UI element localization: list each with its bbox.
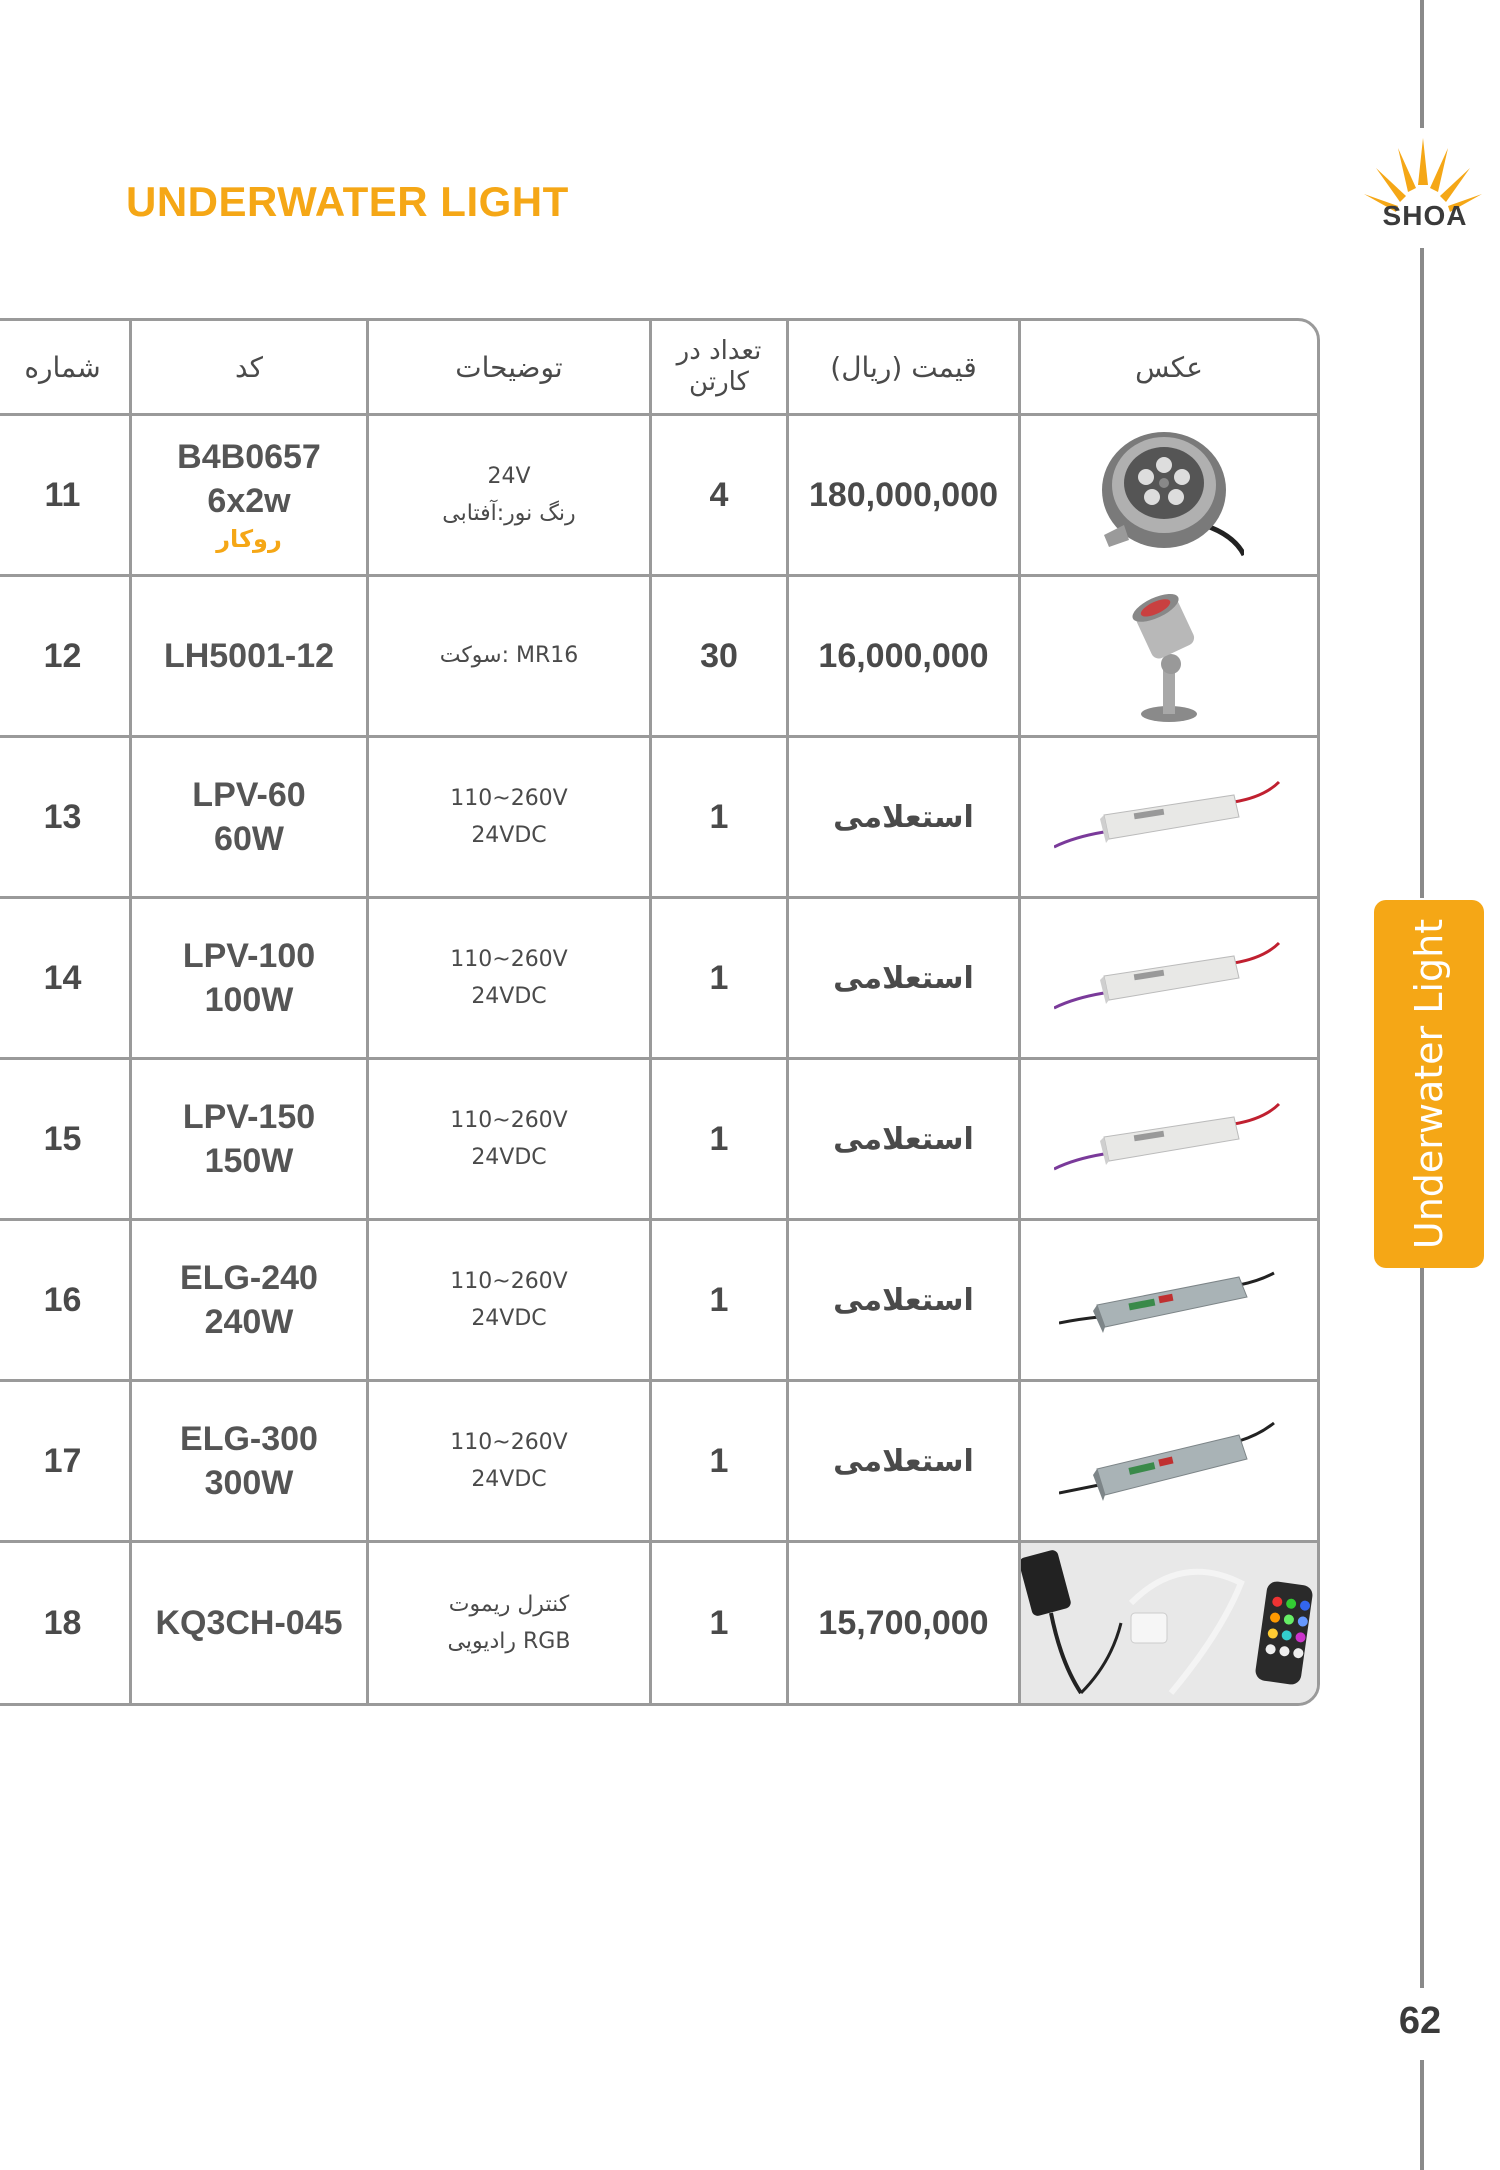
desc-line2: 24VDC: [471, 1467, 547, 1492]
row-code: [131, 898, 368, 1059]
desc-line2: 24VDC: [471, 1306, 547, 1331]
header-description: توضیحات: [368, 321, 651, 415]
row-quantity: 1: [651, 1059, 788, 1220]
row-image: [1020, 1381, 1318, 1542]
row-image: [1020, 898, 1318, 1059]
desc-line2: 24VDC: [471, 823, 547, 848]
section-tab-label: Underwater Light: [1407, 918, 1451, 1250]
margin-line-top: [1420, 0, 1424, 128]
row-description: [368, 1542, 651, 1704]
code-line2: 240W: [204, 1303, 294, 1341]
row-description: [368, 415, 651, 576]
row-number: 13: [0, 737, 131, 898]
table-header-row: [0, 321, 1317, 415]
table-row: [0, 576, 1317, 737]
header-number: شماره: [0, 321, 131, 415]
row-number: 12: [0, 576, 131, 737]
rgb-remote-kit-icon: [1021, 1543, 1320, 1703]
code-line2: 6x2w: [207, 482, 291, 521]
row-price: 180,000,000: [788, 415, 1020, 576]
desc-line2: 24VDC: [471, 984, 547, 1009]
row-image: [1020, 1220, 1318, 1381]
row-description: [368, 737, 651, 898]
code-line1: LPV-150: [182, 1097, 316, 1136]
margin-line-lower: [1420, 1268, 1424, 1988]
row-code: [131, 1542, 368, 1704]
code-line1: LPV-60: [192, 775, 306, 814]
row-description: [368, 1381, 651, 1542]
desc-line2: رادیویی RGB: [447, 1629, 571, 1654]
metal-driver-icon: [1059, 1411, 1279, 1511]
row-code: [131, 1381, 368, 1542]
row-price: استعلامی: [788, 737, 1020, 898]
spot-light-icon: [1119, 586, 1219, 726]
desc-line2: 24VDC: [471, 1145, 547, 1170]
row-number: 11: [0, 415, 131, 576]
row-description: [368, 898, 651, 1059]
row-code: [131, 1220, 368, 1381]
page-title: UNDERWATER LIGHT: [126, 178, 569, 225]
row-code: [131, 415, 368, 576]
desc-line1: 110~260V: [450, 1429, 568, 1455]
table-row: [0, 737, 1317, 898]
desc-line1: 110~260V: [450, 1268, 568, 1294]
table-row: [0, 1220, 1317, 1381]
desc-line1: 110~260V: [450, 946, 568, 972]
row-description: [368, 576, 651, 737]
price-table: [0, 318, 1320, 1706]
row-number: 16: [0, 1220, 131, 1381]
desc-line2: رنگ نور:آفتابی: [442, 501, 576, 526]
row-code: [131, 737, 368, 898]
table-row: [0, 415, 1317, 576]
row-price: استعلامی: [788, 898, 1020, 1059]
margin-line-middle: [1420, 248, 1424, 898]
row-image: [1020, 1059, 1318, 1220]
table-row: [0, 898, 1317, 1059]
row-number: 15: [0, 1059, 131, 1220]
row-quantity: 1: [651, 898, 788, 1059]
margin-line-bottom: [1420, 2060, 1424, 2170]
row-quantity: 1: [651, 1381, 788, 1542]
page-number: 62: [1398, 2000, 1442, 2042]
brand-name: SHOA: [1382, 200, 1468, 231]
row-quantity: 1: [651, 1542, 788, 1704]
header-code: کد: [131, 321, 368, 415]
desc-line1: 110~260V: [450, 785, 568, 811]
row-image: [1020, 415, 1318, 576]
row-number: 14: [0, 898, 131, 1059]
row-quantity: 1: [651, 1220, 788, 1381]
code-line1: B4B0657: [177, 438, 321, 477]
row-price: استعلامی: [788, 1381, 1020, 1542]
row-code: [131, 576, 368, 737]
power-supply-icon: [1054, 777, 1284, 857]
code-line2: 60W: [214, 820, 284, 858]
header-price: قیمت (ریال): [788, 321, 1020, 415]
row-number: 18: [0, 1542, 131, 1704]
row-price: 15,700,000: [788, 1542, 1020, 1704]
power-supply-icon: [1054, 938, 1284, 1018]
code-note: روکار: [216, 524, 282, 553]
round-pool-light-icon: [1094, 425, 1244, 565]
row-image: [1020, 576, 1318, 737]
row-quantity: 1: [651, 737, 788, 898]
desc-line1: سوکت: MR16: [439, 643, 579, 669]
header-image: عکس: [1020, 321, 1318, 415]
section-tab: [1374, 900, 1484, 1268]
row-description: [368, 1059, 651, 1220]
row-description: [368, 1220, 651, 1381]
row-number: 17: [0, 1381, 131, 1542]
row-quantity: 30: [651, 576, 788, 737]
code-line2: 300W: [204, 1464, 294, 1502]
row-quantity: 4: [651, 415, 788, 576]
desc-line1: 110~260V: [450, 1107, 568, 1133]
power-supply-icon: [1054, 1099, 1284, 1179]
code-line1: LH5001-12: [163, 636, 335, 675]
table-row: [0, 1381, 1317, 1542]
row-price: استعلامی: [788, 1220, 1020, 1381]
row-image: [1020, 737, 1318, 898]
row-price: 16,000,000: [788, 576, 1020, 737]
row-code: [131, 1059, 368, 1220]
code-line1: KQ3CH-045: [155, 1603, 343, 1642]
code-line1: ELG-300: [180, 1419, 318, 1458]
row-image: [1020, 1542, 1318, 1704]
table-row: [0, 1542, 1317, 1704]
code-line1: ELG-240: [180, 1258, 318, 1297]
code-line2: 150W: [204, 1142, 294, 1180]
desc-line1: کنترل ریموت: [448, 1591, 570, 1617]
metal-driver-icon: [1059, 1255, 1279, 1345]
table-row: [0, 1059, 1317, 1220]
desc-line1: 24V: [487, 463, 531, 489]
header-quantity: تعداد در کارتن: [651, 321, 788, 415]
row-price: استعلامی: [788, 1059, 1020, 1220]
code-line1: LPV-100: [182, 936, 316, 975]
code-line2: 100W: [204, 981, 294, 1019]
